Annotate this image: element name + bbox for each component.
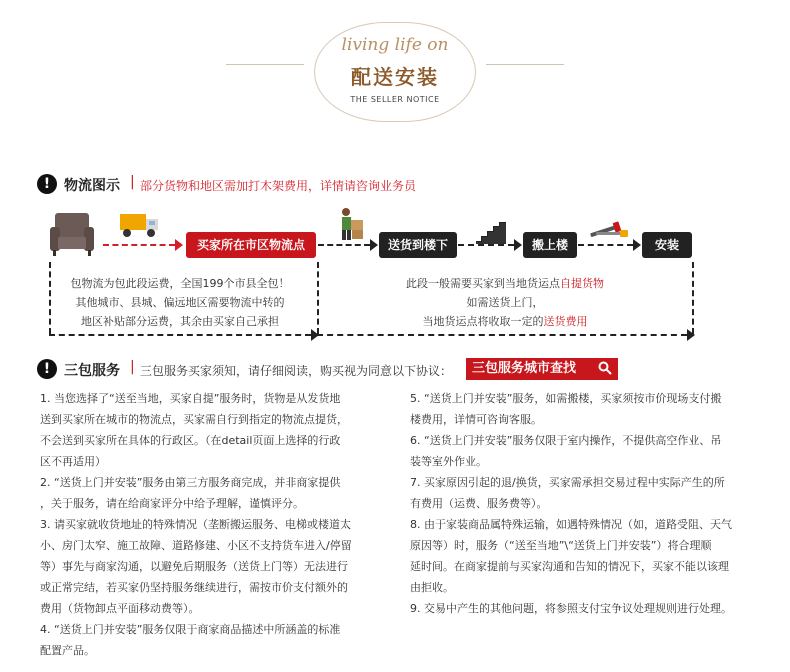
stage-city-logistics-point: 买家所在市区物流点 xyxy=(186,232,316,258)
service-city-search-label: 三包服务城市查找 xyxy=(472,361,577,376)
flow-right-line-2: 如需送货上门， xyxy=(466,296,544,309)
flow-left-line-2: 其他城市、县城、偏远地区需要物流中转的 xyxy=(75,296,285,309)
flow-right-text-1a: 此段一般需要买家到当地货运点 xyxy=(406,277,560,290)
delivery-person-icon xyxy=(336,206,364,242)
terms-column-right xyxy=(410,388,772,619)
warning-icon: ! xyxy=(37,174,57,194)
service-title: 三包服务 xyxy=(64,363,120,379)
sofa-icon xyxy=(47,209,97,259)
term-line: 配置产品。 xyxy=(40,644,95,657)
header-divider-left xyxy=(226,64,304,65)
term-line: 7. 买家原因引起的退/换货，买家需承担交易过程中实际产生的所 xyxy=(410,476,725,489)
term-line: 6. “送货上门并安装”服务仅限于室内操作，不提供高空作业、吊 xyxy=(410,434,722,447)
term-line: 2. “送货上门并安装”服务由第三方服务商完成，并非商家提供 xyxy=(40,476,341,489)
terms-column-left xyxy=(40,388,395,661)
stage-install: 安装 xyxy=(642,232,692,258)
stairs-icon xyxy=(474,222,508,244)
stage-deliver-downstairs: 送货到楼下 xyxy=(379,232,457,258)
flow-arrowhead-1 xyxy=(175,239,183,251)
search-icon xyxy=(598,361,612,375)
term-line: 由拒收。 xyxy=(410,581,454,594)
term-line: 5. “送货上门并安装”服务，如需搬楼，买家须按市价现场支付搬 xyxy=(410,392,722,405)
flow-right-text-3a: 当地货运点将收取一定的 xyxy=(422,315,544,328)
flow-arrow-2 xyxy=(318,244,370,246)
term-line: 原因等）时，服务（“送至当地”\“送货上门并安装”）将合理顺 xyxy=(410,539,712,552)
term-line: 9. 交易中产生的其他问题，将参照支付宝争议处理规则进行处理。 xyxy=(410,602,732,615)
badge-script: living life on xyxy=(341,35,449,55)
bracket-left-vertical xyxy=(49,262,51,334)
term-line: 等）事先与商家沟通，以避免后期服务（送货上门等）无法进行 xyxy=(40,560,348,573)
service-separator: | xyxy=(130,359,135,375)
term-line: ，关于服务，请在给商家评分中给予理解，谨慎评分。 xyxy=(40,497,304,510)
flow-right-line-3 xyxy=(330,312,680,331)
service-note: 三包服务买家须知，请仔细阅读，购买视为同意以下协议： xyxy=(140,364,453,378)
flow-arrowhead-4 xyxy=(633,239,641,251)
term-line: 区不再适用） xyxy=(40,455,106,468)
logistics-separator: | xyxy=(130,174,135,190)
term-line: 延时间。在商家提前与买家沟通和告知的情况下，买家不能以该理 xyxy=(410,560,729,573)
delivery-fee-highlight: 送货费用 xyxy=(543,315,588,328)
flow-arrow-4 xyxy=(578,244,633,246)
bracket-right-horizontal xyxy=(317,334,687,336)
term-line: 楼费用，详情可咨询客服。 xyxy=(410,413,542,426)
term-line: 送到买家所在城市的物流点，买家需自行到指定的物流点提货， xyxy=(40,413,348,426)
flow-arrowhead-3 xyxy=(514,239,522,251)
bracket-right-vertical xyxy=(692,262,694,334)
flow-left-line-3: 地区补贴部分运费，其余由买家自己承担 xyxy=(81,315,279,328)
flow-arrow-3 xyxy=(458,244,514,246)
seller-notice-badge xyxy=(314,22,476,122)
term-line: 4. “送货上门并安装”服务仅限于商家商品描述中所涵盖的标准 xyxy=(40,623,341,636)
flow-arrowhead-2 xyxy=(370,239,378,251)
term-line: 8. 由于家装商品属特殊运输，如遇特殊情况（如，道路受阻、天气 xyxy=(410,518,732,531)
term-line: 费用（货物卸点平面移动费等）。 xyxy=(40,602,200,615)
truck-icon xyxy=(118,210,162,240)
term-line: 或正常完结，若买家仍坚持服务继续进行，需按市价支付额外的 xyxy=(40,581,348,594)
stage-carry-upstairs: 搬上楼 xyxy=(523,232,577,258)
term-line: 小、房门太窄、施工故障、道路修建、小区不支持货车进入/停留 xyxy=(40,539,352,552)
flow-arrow-1 xyxy=(103,244,175,246)
flow-right-line-1 xyxy=(330,274,680,293)
term-line: 不会送到买家所在具体的行政区。（在detail页面上选择的行政 xyxy=(40,434,341,447)
logistics-note: 部分货物和地区需加打木架费用，详情请咨询业务员 xyxy=(140,179,417,193)
term-line: 装等室外作业。 xyxy=(410,455,487,468)
flow-right-note xyxy=(330,274,680,331)
logistics-title: 物流图示 xyxy=(64,178,120,194)
bracket-mid-vertical xyxy=(317,262,319,334)
flow-left-note xyxy=(55,274,305,331)
page-title: 配送安装 xyxy=(351,65,439,89)
badge-subtitle: THE SELLER NOTICE xyxy=(350,95,440,104)
flow-left-line-1: 包物流为包此段运费，全国199个市县全包！ xyxy=(70,277,290,290)
self-pickup-highlight: 自提货物 xyxy=(560,277,604,290)
header-divider-right xyxy=(486,64,564,65)
term-line: 3. 请买家就收货地址的特殊情况（垄断搬运服务、电梯或楼道太 xyxy=(40,518,351,531)
warning-icon: ! xyxy=(37,359,57,379)
tools-icon xyxy=(586,220,630,242)
term-line: 1. 当您选择了“送至当地，买家自提”服务时，货物是从发货地 xyxy=(40,392,341,405)
bracket-left-horizontal xyxy=(49,334,311,336)
service-city-search-button[interactable] xyxy=(466,358,618,380)
term-line: 有费用（运费、服务费等）。 xyxy=(410,497,548,510)
